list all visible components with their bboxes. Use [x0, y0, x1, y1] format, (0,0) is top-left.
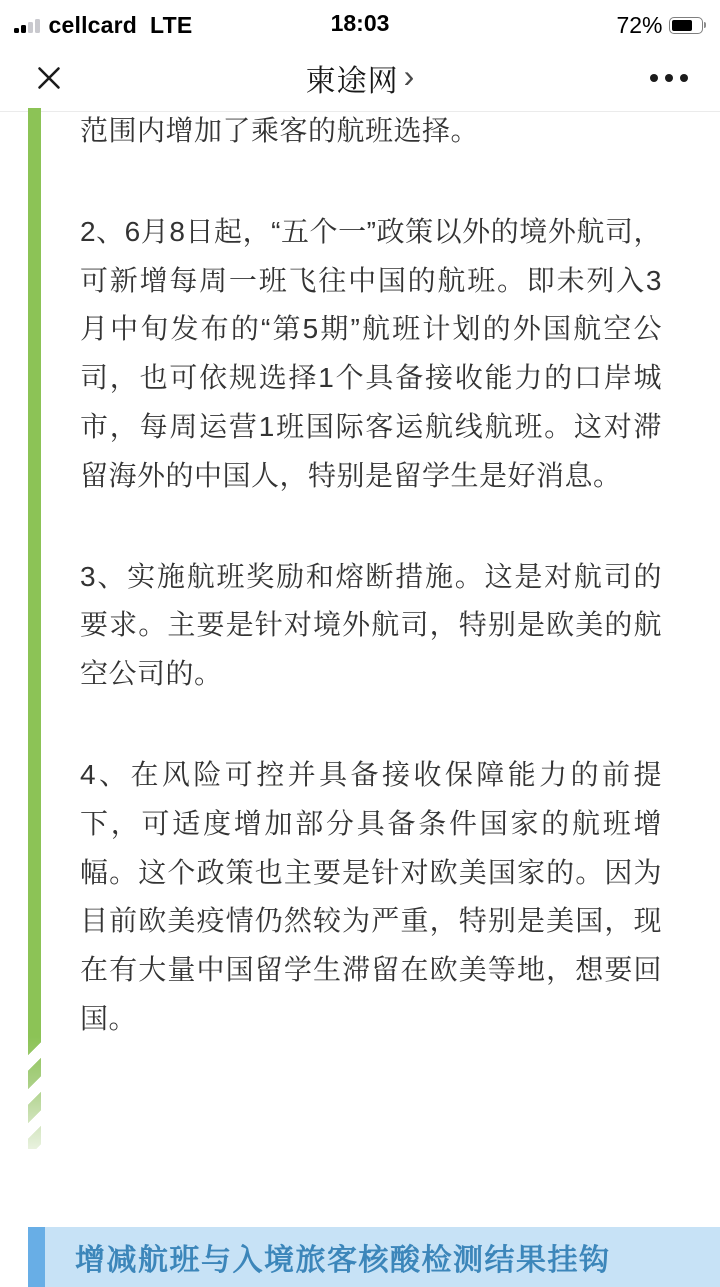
page-title[interactable]: [0, 56, 720, 100]
battery-icon: [669, 17, 707, 34]
section-heading-banner: [28, 1227, 720, 1287]
paragraph: 4、在风险可控并具备接收保障能力的前提下，可适度增加部分具备条件国家的航班增幅。这个政策也主要是针对欧美国家的。因为目前欧美疫情仍然较为严重，特别是美国，现在有大量中国留学生滞留在欧美等地，想要回国。: [80, 758, 662, 1034]
chevron-right-icon: ›: [403, 57, 415, 94]
paragraph: 3、实施航班奖励和熔断措施。这是对航司的要求。主要是针对境外航司，特别是欧美的航空公司的。: [80, 560, 662, 690]
nav-bar: [0, 44, 720, 112]
battery-percent-label: 72%: [616, 11, 663, 38]
account-name: 柬途网: [305, 64, 399, 98]
status-bar: [0, 0, 720, 44]
carrier-label: cellcard: [48, 11, 138, 38]
status-right-cluster: [616, 12, 706, 39]
network-type-label: LTE: [150, 11, 193, 38]
clock: 18:03: [330, 10, 390, 36]
green-accent-bar: [28, 108, 41, 1037]
green-accent-bar-fade: [28, 1037, 41, 1149]
article-content: [0, 107, 720, 1044]
close-button[interactable]: [32, 61, 66, 95]
close-icon: [34, 63, 64, 93]
banner-accent-bar: [28, 1227, 45, 1287]
paragraph: 范围内增加了乘客的航班选择。: [80, 115, 480, 146]
paragraph: 2、6月8日起，“五个一”政策以外的境外航司，可新增每周一班飞往中国的航班。即未列入3月中旬发布的“第5期”航班计划的外国航空公司，也可依规选择1个具备接收能力的口岸城市，每周运营1班国际客运航线航班。这对滞留海外的中国人，特别是留学生是好消息。: [80, 215, 662, 491]
more-icon: [650, 74, 658, 82]
more-menu-button[interactable]: [650, 64, 688, 92]
section-heading-text: 增减航班与入境旅客核酸检测结果挂钩: [75, 1244, 611, 1277]
article-text-column: [80, 107, 662, 1044]
